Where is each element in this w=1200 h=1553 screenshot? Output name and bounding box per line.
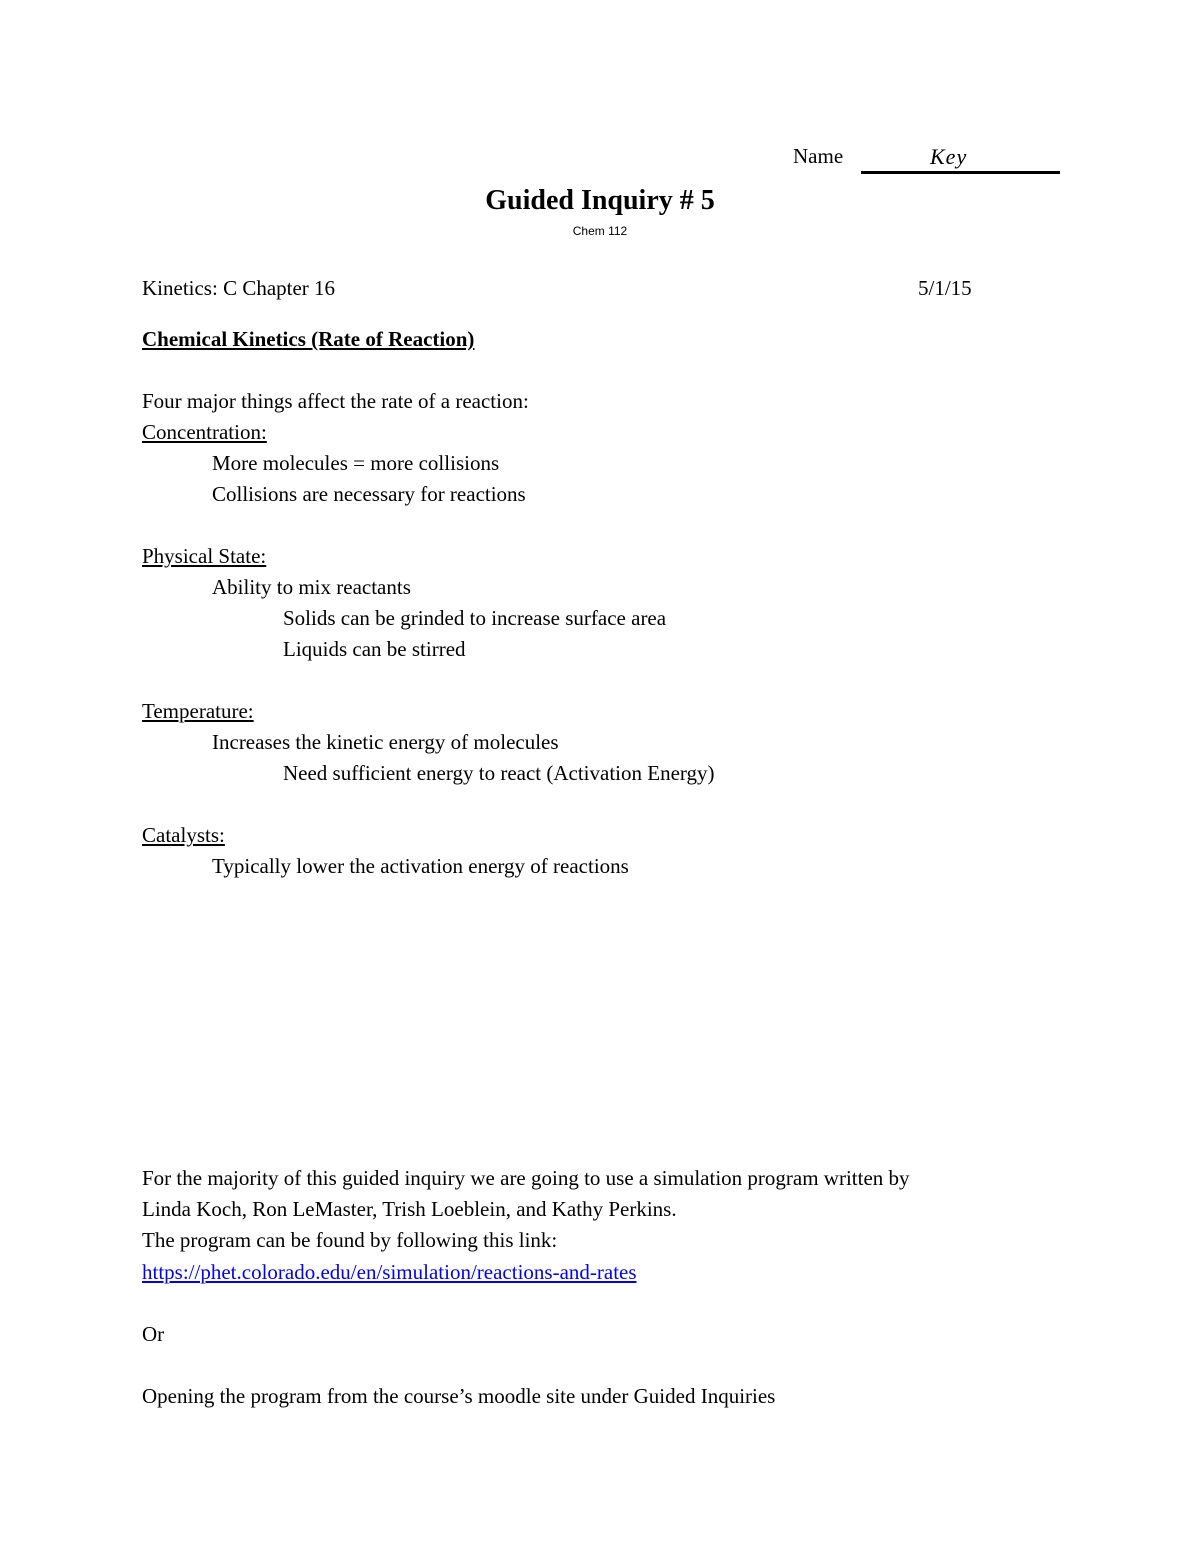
factor-label-temperature: Temperature: [142, 699, 254, 723]
simulation-link[interactable]: https://phet.colorado.edu/en/simulation/reactions-and-rates [142, 1260, 637, 1284]
or-text: Or [142, 1322, 165, 1346]
name-value: Key [930, 144, 968, 169]
footer-text: For the majority of this guided inquiry we are going to use a simulation program written by [142, 1166, 910, 1190]
factor-label-catalysts: Catalysts: [142, 823, 225, 847]
topic-line: Kinetics: C Chapter 16 [142, 276, 336, 300]
factor-subline: Solids can be grinded to increase surface area [283, 606, 667, 630]
course-subtitle: Chem 112 [572, 224, 628, 238]
factor-subline: Liquids can be stirred [283, 637, 466, 661]
factor-line: Collisions are necessary for reactions [212, 482, 526, 506]
footer-text: Linda Koch, Ron LeMaster, Trish Loeblein, and Kathy Perkins. [142, 1197, 677, 1221]
factor-label-physical-state: Physical State: [142, 544, 267, 568]
factor-line: Ability to mix reactants [212, 575, 411, 599]
factor-line: Increases the kinetic energy of molecules [212, 730, 559, 754]
footer-text: Opening the program from the course’s moodle site under Guided Inquiries [142, 1384, 776, 1408]
factor-line: Typically lower the activation energy of reactions [212, 854, 629, 878]
footer-text: The program can be found by following this link: [142, 1228, 558, 1252]
section-heading: Chemical Kinetics (Rate of Reaction) [142, 327, 475, 351]
date: 5/1/15 [918, 276, 972, 300]
factor-subline: Need sufficient energy to react (Activation Energy) [283, 761, 715, 785]
name-underline [861, 171, 1060, 174]
factor-line: More molecules = more collisions [212, 451, 500, 475]
page-title: Guided Inquiry # 5 [485, 185, 715, 216]
factor-label-concentration: Concentration: [142, 420, 267, 444]
name-label: Name [793, 144, 844, 168]
intro-text: Four major things affect the rate of a reaction: [142, 389, 529, 413]
